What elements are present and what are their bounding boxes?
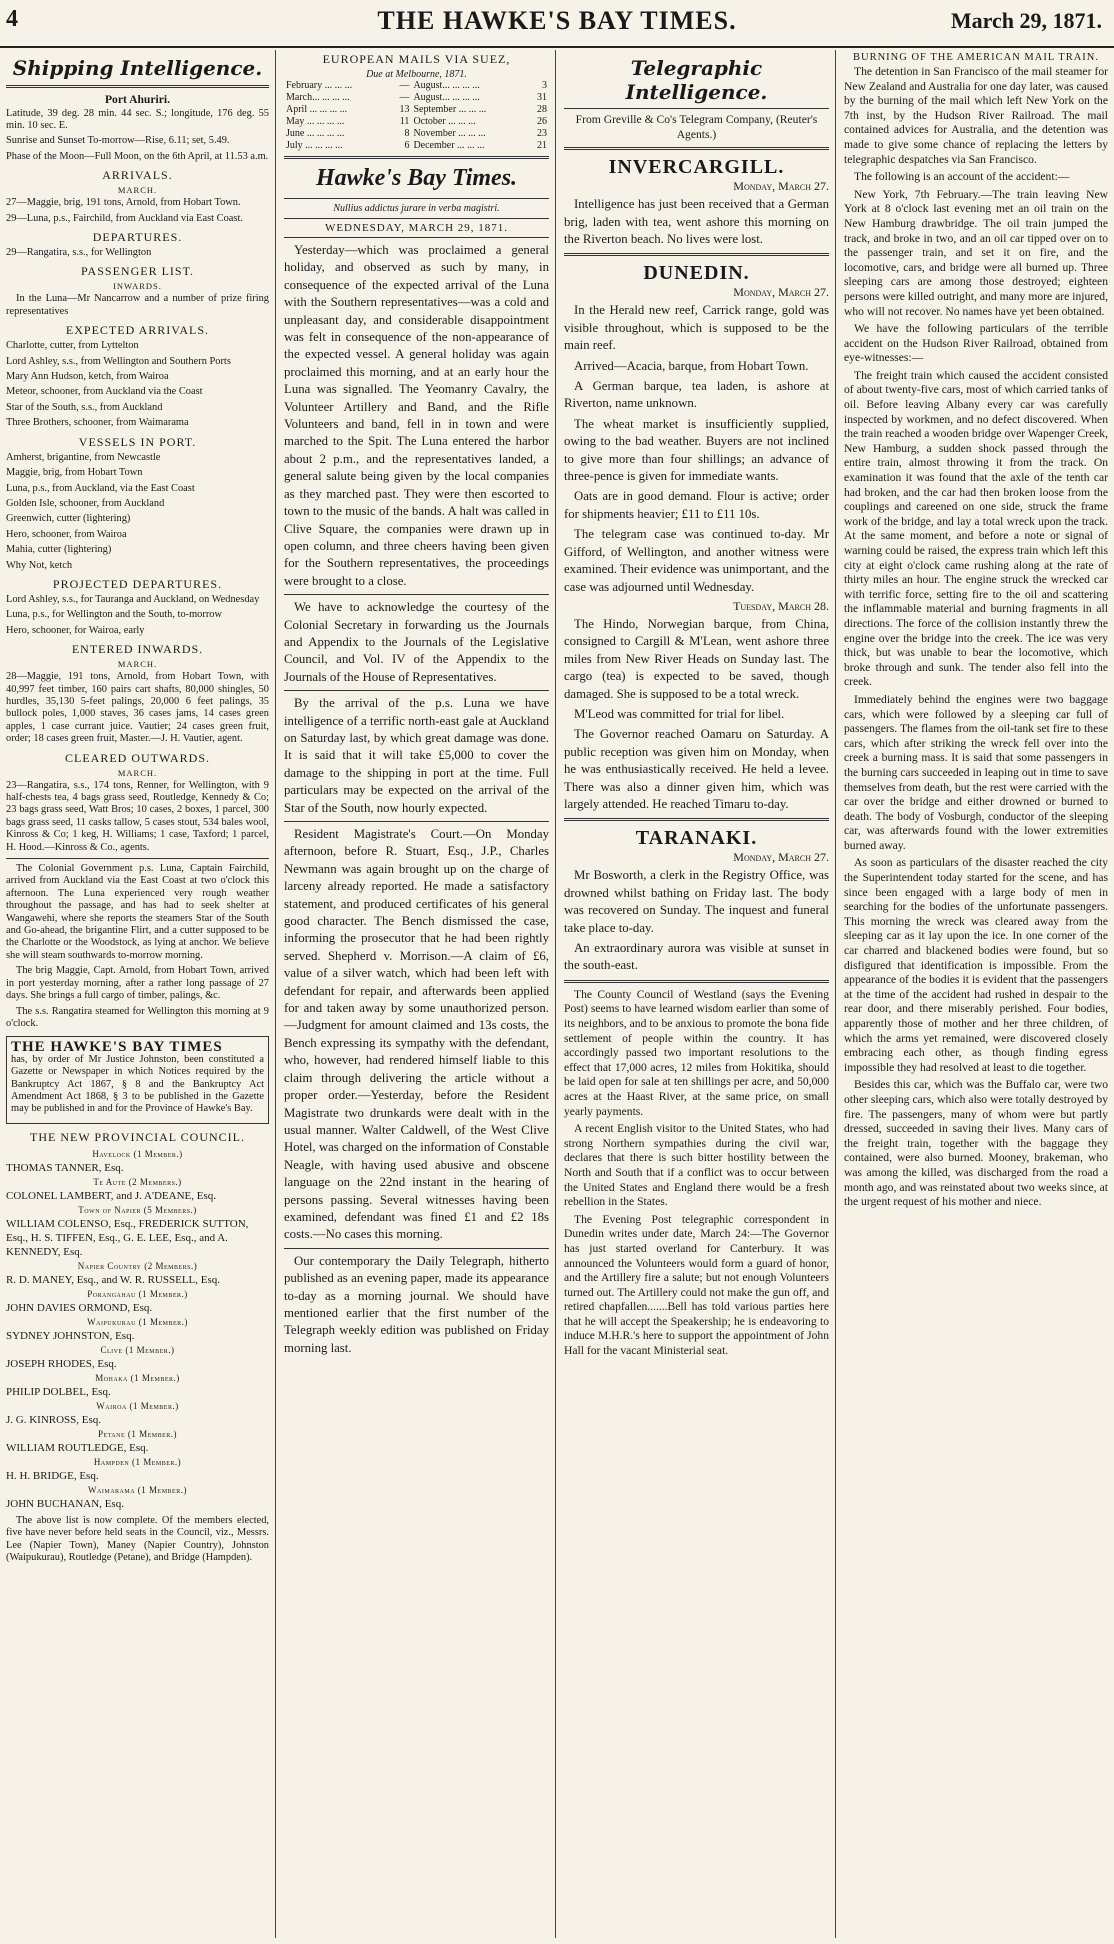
list-item: Greenwich, cutter (lightering) bbox=[6, 513, 131, 525]
telegram-paragraph: The telegram case was continued to-day. Mr Gifford, of Wellington, and another witness were examined. Their evidence was unimportant, and the case was adjourned until Wednesday. bbox=[564, 527, 829, 594]
expected-heading: EXPECTED ARRIVALS. bbox=[65, 323, 210, 338]
list-item: Hero, schooner, for Wairoa, early bbox=[6, 624, 145, 636]
mail-month: June ... ... ... ... bbox=[286, 128, 345, 139]
list-item: Star of the South, s.s., from Auckland bbox=[6, 401, 163, 413]
telegram-paragraph: The Hindo, Norwegian barque, from China, consigned to Cargill & M'Lean, went ashore three miles from New River Heads on Sunday last. The cargo (tea) is expected to be saved, though damaged. She is supposed to be a total wreck. bbox=[564, 616, 829, 701]
mail-day: 13 bbox=[399, 104, 410, 115]
council-list bbox=[6, 1147, 269, 1511]
cleared-text: 23—Rangatira, s.s., 174 tons, Renner, for Wellington, with 9 half-chests tea, 4 bags grass seed, Routledge, Kennedy & Co; 23 bags grass seed, Watt Bros; 10 cases, 2 boxes, 1 parcel, 300 bags grass seed, 11 casks tallow, 5 cases stout, 534 bales wool, Kinross & Co; 1 keg, H. Williams; 1 case, Taxford; 1 parcel, H. Hood.—Kinross & Co., agents. bbox=[6, 779, 269, 853]
column-mail-train bbox=[838, 50, 1114, 1938]
editorial-dateline: WEDNESDAY, MARCH 29, 1871. bbox=[284, 218, 549, 238]
passenger-sub: INWARDS. bbox=[113, 281, 162, 292]
newspaper-title: THE HAWKE'S BAY TIMES. bbox=[377, 6, 737, 35]
list-item: Why Not, ketch bbox=[6, 559, 73, 571]
member-names: COLONEL LAMBERT, and J. A'DEANE, Esq. bbox=[6, 1189, 216, 1202]
list-item: In the Luna—Mr Nancarrow and a number of prize firing representatives bbox=[6, 293, 269, 317]
list-item: Maggie, brig, from Hobart Town bbox=[6, 467, 143, 479]
mail-month: April ... ... ... ... bbox=[286, 104, 348, 115]
mails-sub: Due at Melbourne, 1871. bbox=[366, 69, 467, 80]
telegram-paragraph: In the Herald new reef, Carrick range, gold was visible throughout, which is supposed to be the main reef. bbox=[564, 303, 829, 353]
electorate-label: Waipukurau (1 Member.) bbox=[87, 1316, 188, 1327]
column-telegraphic bbox=[558, 50, 836, 1938]
list-item: 29—Luna, p.s., Fairchild, from Auckland via East Coast. bbox=[6, 212, 243, 224]
telegram-paragraph: Oats are in good demand. Flour is active; order for shipments heavier; £11 to £11 10s. bbox=[564, 489, 829, 521]
list-item: Amherst, brigantine, from Newcastle bbox=[6, 451, 161, 463]
gazette-notice bbox=[6, 1036, 269, 1123]
editorial-paragraph: Resident Magistrate's Court.—On Monday afternoon, before R. Stuart, Esq., J.P., Charles Newmann was again brought up on the charge of larceny already reported. He made a satisfactory statement, and produced certificates of his general good character. The Bench dismissed the case, informing the prosecutor that he had been rightly served. Shepherd v. Morrison.—A claim of £6, value of a silver watch, which had been left with defendant for repair, and afterwards been applied for and taken away by some unauthorized person.—Judgment for amount claimed and 13s costs, the Bench expressing its sympathy with the defendant, who, however, had rendered himself liable to this claim through delivering the article without a proper order.—Yesterday, before the Resident Magistrate two drunkards were dealt with in the usual manner. Walter Caldwell, of the West Clive Hotel, was charged on the information of Constable Neagle, with having used abusive and obscene language on the 22nd instant in the hearing of persons passing. Several witnesses having been examined, defendant was fined £1 and £2 18s costs.—No cases this morning. bbox=[284, 827, 549, 1242]
mail-day: 31 bbox=[537, 92, 547, 103]
telegram-paragraph: An extraordinary aurora was visible at sunset in the south-east. bbox=[564, 941, 829, 973]
projected-heading: PROJECTED DEPARTURES. bbox=[52, 576, 223, 591]
electorate-label: Clive (1 Member.) bbox=[100, 1344, 175, 1355]
divider bbox=[284, 690, 549, 691]
telegram-paragraph: M'Leod was committed for trial for libel. bbox=[574, 706, 785, 721]
telegraphic-heading: Telegraphic Intelligence. bbox=[625, 56, 768, 104]
shipping-note: The brig Maggie, Capt. Arnold, from Hobart Town, arrived in port yesterday morning, after a rather long passage of 27 days. She brings a full cargo of timber, palings, &c. bbox=[6, 965, 269, 1002]
member-names: JOHN BUCHANAN, Esq. bbox=[6, 1497, 124, 1510]
column-editorial bbox=[278, 50, 556, 1938]
mail-month: August... ... ... ... bbox=[413, 80, 480, 91]
mail-day: 6 bbox=[404, 140, 410, 151]
divider bbox=[284, 594, 549, 595]
member-names: PHILIP DOLBEL, Esq. bbox=[6, 1385, 111, 1398]
list-item: Three Brothers, schooner, from Waimarama bbox=[6, 417, 189, 429]
mail-day: 28 bbox=[537, 104, 547, 115]
mail-month: September ... ... ... bbox=[413, 104, 487, 115]
editorial-paragraph: Our contemporary the Daily Telegraph, hitherto published as an evening paper, made its appearance to-day as a morning journal. We should have mentioned earlier that the first number of the Telegraph weekly edition was published on Friday morning last. bbox=[284, 1253, 549, 1355]
electorate-label: Porangahau (1 Member.) bbox=[87, 1288, 188, 1299]
mails-table bbox=[284, 80, 549, 152]
mail-month: February ... ... ... bbox=[286, 80, 353, 91]
list-item: Luna, p.s., for Wellington and the South, to-morrow bbox=[6, 609, 222, 621]
article-paragraph: We have the following particulars of the terrible accident on the Hudson River Railroad, obtained from eye-witnesses:— bbox=[844, 322, 1108, 365]
shipping-note: The Colonial Government p.s. Luna, Captain Fairchild, arrived from Auckland via the East Coast at two o'clock this afternoon. The Luna experienced very rough weather throughout the passage, and has had to seek shelter at Wangawehi, where she reports the steamers Star of the South and Go-ahead, the brigantine Flirt, and a cutter supposed to be the Charlotte or the Woodstock, as lying at anchor. We believe she will steam southwards to-morrow morning. bbox=[6, 863, 269, 961]
editorial-paragraph: By the arrival of the p.s. Luna we have intelligence of a terrific north-east gale at Auckland on Saturday last, by which great damage was done. It is said that it will take £5,000 to cover the damage to the shipping in port at the time. Full particulars may be expected on the arrival of the Star of the South, now hourly expected. bbox=[284, 696, 549, 815]
gazette-title: THE HAWKE'S BAY TIMES bbox=[11, 1039, 223, 1056]
list-item: 27—Maggie, brig, 191 tons, Arnold, from Hobart Town. bbox=[6, 197, 241, 209]
shipping-intro bbox=[6, 108, 269, 164]
port-name: Port Ahuriri. bbox=[104, 93, 171, 106]
mail-month: August... ... ... ... bbox=[413, 92, 480, 103]
mail-day: — bbox=[399, 80, 410, 91]
telegram-paragraph: The Governor reached Oamaru on Saturday. A public reception was given him on Monday, when he was enthusiastically received. He held a levee. There was also a dinner given him, which was largely attended. He reached Timaru to-day. bbox=[564, 727, 829, 811]
shipping-note: The s.s. Rangatira steamed for Wellington this morning at 9 o'clock. bbox=[6, 1005, 269, 1029]
entered-month: MARCH. bbox=[117, 659, 158, 670]
page-number: 4 bbox=[6, 6, 18, 32]
arrivals-heading: ARRIVALS. bbox=[102, 168, 173, 183]
list-item: Hero, schooner, from Wairoa bbox=[6, 528, 127, 540]
article-paragraph: The following is an account of the accident:— bbox=[854, 170, 1070, 184]
list-item: Luna, p.s., from Auckland, via the East Coast bbox=[6, 482, 195, 494]
member-names: SYDNEY JOHNSTON, Esq. bbox=[6, 1329, 135, 1342]
member-names: R. D. MANEY, Esq., and W. R. RUSSELL, Esq. bbox=[6, 1273, 221, 1286]
table-row bbox=[284, 128, 549, 140]
divider bbox=[564, 980, 829, 983]
mail-month: May ... ... ... ... bbox=[286, 116, 345, 127]
table-row bbox=[284, 116, 549, 128]
article-paragraph: Besides this car, which was the Buffalo car, were two other sleeping cars, which also were totally destroyed by fire. The passengers, many of whom were but partly dressed, succeeded in saving their lives. Many cars of the freight train, together with the baggage they contained, were also burned. Mooney, brakeman, who was among the killed, was discharged from the road a month ago, and was reinstated about two weeks since, at the urgent request of his mother and niece. bbox=[844, 1078, 1108, 1209]
table-row bbox=[284, 104, 549, 116]
electorate-label: Havelock (1 Member.) bbox=[92, 1148, 183, 1159]
sun-line: Sunrise and Sunset To-morrow—Rise, 6.11; set, 5.49. bbox=[6, 135, 230, 147]
mail-day: 8 bbox=[404, 128, 410, 139]
divider bbox=[284, 1248, 549, 1249]
council-note: The above list is now complete. Of the members elected, five have never before held seats in the Council, viz., Messrs. Lee (Napier Town), Maney (Napier Country), Johnston (Waipukurau), Routledge (Petane), and Bridge (Hampden). bbox=[6, 1514, 269, 1563]
table-row bbox=[284, 80, 549, 92]
list-item: Charlotte, cutter, from Lyttelton bbox=[6, 340, 139, 352]
mail-day: 23 bbox=[537, 128, 547, 139]
telegram-paragraph: Mr Bosworth, a clerk in the Registry Office, was drowned whilst bathing on Friday last. The body was recovered on Sunday. The inquest and funeral take place to-day. bbox=[564, 868, 829, 935]
paper-motto: Nullius addictus jurare in verba magistri. bbox=[333, 203, 500, 214]
divider bbox=[6, 85, 269, 88]
mail-day: 26 bbox=[537, 116, 547, 127]
article-paragraph: Immediately behind the engines were two baggage cars, which were followed by a sleeping car full of passengers. The flames from the oil-tank set fire to these cars, which after striking the wreck fell over into the creek a burning mass. It is said that some passengers in the burning cars succeeded in leaping out in time to save themselves from death, but the rest were carried with the car over the bridge and either drowned or burned to death. The body of Vosburgh, conductor of the sleeping car, was afterwards found with the lower extremities burned away. bbox=[844, 692, 1108, 852]
editorial-paragraph: We have to acknowledge the courtesy of the Colonial Secretary in forwarding us the Journals and Appendix to the Journals of the Legislative Council, and Vol. IV of the Appendix to the Journals of the House of Representatives. bbox=[284, 600, 549, 684]
news-paragraph: A recent English visitor to the United States, who had strong Northern sympathies during the civil war, declares that there is such bitter hostility between the North and South that if a conflict was to occur between the United States and England there would be a fresh rebellion in the States. bbox=[564, 1122, 829, 1209]
vessels-heading: VESSELS IN PORT. bbox=[78, 434, 197, 449]
mails-heading: EUROPEAN MAILS VIA SUEZ, bbox=[322, 52, 511, 66]
list-item: Lord Ashley, s.s., for Tauranga and Auckland, on Wednesday bbox=[6, 593, 260, 605]
gazette-text: has, by order of Mr Justice Johnston, been constituted a Gazette or Newspaper in which Notices required by the Bankruptcy Act 1867, § 8 and the Bankruptcy Act Amendment Act 1868, § 3 to be published in the Gazette may be published in and for the Province of Hawke's Bay. bbox=[11, 1053, 264, 1115]
telegram-paragraph: Intelligence has just been received that a German brig, laden with tea, went ashore this morning on the Riverton beach. No lives were lost. bbox=[564, 197, 829, 246]
cleared-heading: CLEARED OUTWARDS. bbox=[65, 750, 210, 765]
mail-month: December ... ... ... bbox=[413, 140, 485, 151]
divider bbox=[564, 147, 829, 150]
member-names: JOSEPH RHODES, Esq. bbox=[6, 1357, 117, 1370]
electorate-label: Te Aute (2 Members.) bbox=[93, 1176, 182, 1187]
mail-month: March... ... ... ... bbox=[286, 92, 350, 103]
council-heading: THE NEW PROVINCIAL COUNCIL. bbox=[30, 1129, 245, 1144]
divider bbox=[564, 253, 829, 256]
member-names: JOHN DAVIES ORMOND, Esq. bbox=[6, 1301, 153, 1314]
list-item: Meteor, schooner, from Auckland via the Coast bbox=[6, 386, 203, 398]
member-names: H. H. BRIDGE, Esq. bbox=[6, 1469, 99, 1482]
electorate-label: Waimarama (1 Member.) bbox=[88, 1484, 187, 1495]
divider bbox=[284, 821, 549, 822]
mail-day: 21 bbox=[537, 140, 547, 151]
mail-day: 11 bbox=[399, 116, 410, 127]
dunedin-date: Monday, March 27. bbox=[733, 285, 829, 300]
entered-text: 28—Maggie, 191 tons, Arnold, from Hobart Town, with 40,997 feet timber, 160 pairs cart shafts, 80,000 shingles, 50 hurdles, 35,130 5-feet palings, 20,000 6 feet palings, 35 bullock poles, 1,000 staves, 36 cases jams, 14 cases green apples, 1 case currant juice. Vautier; 24 cases green fruit, order; 18 cases green fruit, Master.—J. H. Vautier, agent. bbox=[6, 671, 269, 745]
news-paragraph: The County Council of Westland (says the Evening Post) seems to have learned wisdom earlier than some of its neighbors, and to be anxious to promote the bona fide settlement of people within the country. It has accordingly passed two important resolutions to the effect that 17,000 acres, 12 miles from Hokitika, should be laid open for sale at ten shillings per acre, and 50,000 acres at the Haast River, at the same price, on small yearly payments. bbox=[564, 987, 829, 1118]
mail-train-heading: BURNING OF THE AMERICAN MAIL TRAIN. bbox=[853, 52, 1099, 63]
article-paragraph: As soon as particulars of the disaster reached the city the Superintendent today started for the scene, and has since been engaged with a large body of men in searching for the bodies of the unfortunate passengers. This morning the wreck was cleared away from the sleeping car as it lay upon the ice. In one corner of the car charred and blackened bodies were found, but so disfigured that identification is impossible. From the appearance of the bodies it is evident that the passengers at the time of the accident had rushed in despair to the rear door, and there miserably perished. Four bodies, apparently those of mother and her three children, of which the arms yet remained, were discovered closely embracing each other, as though finding egress impossible they had resolved at least to die together. bbox=[844, 856, 1108, 1074]
electorate-label: Mohaka (1 Member.) bbox=[95, 1372, 180, 1383]
paper-title: Hawke's Bay Times. bbox=[284, 156, 549, 199]
member-names: THOMAS TANNER, Esq. bbox=[6, 1161, 124, 1174]
mail-month: October ... ... ... bbox=[413, 116, 476, 127]
dunedin-date-2: Tuesday, March 28. bbox=[733, 598, 829, 613]
shipping-heading: Shipping Intelligence. bbox=[12, 56, 263, 80]
divider bbox=[564, 108, 829, 109]
telegram-paragraph: The wheat market is insufficiently supplied, owing to the bad weather. Buyers are not inclined to give more than four shillings; an advance of three-pence is given for immediate wants. bbox=[564, 416, 829, 484]
invercargill-heading: INVERCARGILL. bbox=[608, 156, 785, 179]
divider bbox=[6, 858, 269, 859]
electorate-label: Napier Country (2 Members.) bbox=[77, 1260, 198, 1271]
passenger-heading: PASSENGER LIST. bbox=[80, 264, 195, 279]
masthead bbox=[0, 0, 1114, 48]
departures-heading: DEPARTURES. bbox=[92, 230, 183, 245]
member-names: J. G. KINROSS, Esq. bbox=[6, 1413, 102, 1426]
electorate-label: Hampden (1 Member.) bbox=[93, 1456, 182, 1467]
electorate-label: Petane (1 Member.) bbox=[97, 1428, 178, 1439]
mail-month: November ... ... ... bbox=[413, 128, 486, 139]
table-row bbox=[284, 92, 549, 104]
list-item: 29—Rangatira, s.s., for Wellington bbox=[6, 247, 152, 259]
taranaki-date: Monday, March 27. bbox=[733, 850, 829, 865]
mail-day: 3 bbox=[542, 80, 547, 91]
article-paragraph: New York, 7th February.—The train leaving New York at 8 o'clock last evening met an oil train on the New Hamburg drawbridge. The oil train jumped the track, and broke in two, and an oil car tipped over on to the passenger train, and set it on fire, and the locomotive, cars, and bridge were all burned up. Three sleeping cars are among those destroyed; eighteen persons were killed outright, and many more are injured, who will not recover. No names have yet been obtained. bbox=[844, 187, 1108, 318]
electorate-label: Town of Napier (5 Members.) bbox=[78, 1204, 197, 1215]
table-row bbox=[284, 140, 549, 152]
article-paragraph: The freight train which caused the accident consisted of about twenty-five cars, most of which carried tanks of oil. Before leaving Albany every car was carefully inspected by workmen, and no defect discovered. When the train reached a wooden bridge over Wapenger Creek, New Hamburg, a sudden shock passed through the entire train, almost throwing it from the track. On examination it was found that the axle of the tenth car had broken, and the car had then broken loose from the couplings and careened on one side, struck the frame work of the bridge, and lay a total wreck upon the track. At the same moment, and before a note or signal of warning could be raised, the express train which left this city at eight o'clock came rushing along at the rate of thirty miles an hour. The engine struck the wrecked car with terrific force, setting fire to the oil and scattering the inflammable material and burning fragments in all directions. The force of the collision instantly threw the engine over the bridge into the creek. The ice was very thick, but was unable to bear the locomotive, which broke through and sunk. The tender also fell into the creek. bbox=[844, 368, 1108, 689]
divider bbox=[564, 818, 829, 821]
entered-heading: ENTERED INWARDS. bbox=[71, 642, 204, 657]
telegram-paragraph: Arrived—Acacia, barque, from Hobart Town. bbox=[574, 358, 809, 373]
editorial-paragraph: Yesterday—which was proclaimed a general holiday, and observed as such by many, in consequence of the expected arrival of the Luna with the Southern representatives—was a cold and unpleasant day, and considerable disappointment was felt in consequence of the non-appearance of the expected vessel. A general holiday was again proclaimed this morning, and at an early hour the Luna was signalled. The Yeomanry Cavalry, the Volunteer Artillery and Band, and the Rifle Volunteers and band, fell in in town and were marched to the Spit. The Luna entered the harbor about 2 p.m., and the representatives landed, a general salute being given by the local companies as they marched past. They were then escorted to town to the music of the bands. A halt was called in Clive Square, the companies were drawn up in open column, and three cheers having been given for the Southern representatives, the proceedings were brought to a close. bbox=[284, 243, 549, 588]
member-names: WILLIAM ROUTLEDGE, Esq. bbox=[6, 1441, 149, 1454]
arrivals-month: MARCH. bbox=[117, 185, 158, 196]
telegram-source: From Greville & Co's Telegram Company, (Reuter's Agents.) bbox=[575, 113, 818, 141]
mail-month: July ... ... ... ... bbox=[286, 140, 343, 151]
moon-line: Phase of the Moon—Full Moon, on the 6th April, at 11.53 a.m. bbox=[6, 150, 269, 162]
cleared-month: MARCH. bbox=[117, 767, 158, 778]
issue-date: March 29, 1871. bbox=[950, 8, 1102, 33]
list-item: Mary Ann Hudson, ketch, from Wairoa bbox=[6, 371, 169, 383]
latitude-line: Latitude, 39 deg. 28 min. 44 sec. S.; longitude, 176 deg. 55 min. 10 sec. E. bbox=[6, 107, 269, 131]
list-item: Golden Isle, schooner, from Auckland bbox=[6, 497, 165, 509]
mail-day: — bbox=[399, 92, 410, 103]
article-paragraph: The detention in San Francisco of the mail steamer for New Zealand and Australia for one day later, was caused by the burning of the mail which left New York on the 7th inst, by the Hudson River Railroad. The mail contained advices for Australia, and the detention was made to give some chance of replacing the letters by telegraphic despatches via San Francisco. bbox=[844, 65, 1108, 166]
dunedin-heading: DUNEDIN. bbox=[643, 262, 750, 285]
column-shipping bbox=[0, 50, 276, 1938]
member-names: WILLIAM COLENSO, Esq., FREDERICK SUTTON, Esq., H. S. TIFFEN, Esq., G. E. LEE, Esq., and A. KENNEDY, Esq. bbox=[6, 1217, 249, 1258]
news-paragraph: The Evening Post telegraphic correspondent in Dunedin writes under date, March 24:—The Governor has just started overland for Canterbury. It was announced the Volunteers would form a guard of honor, and the Artillery fire a salute; but not enough Volunteers turned out. The Artillery could not make the gun off, and retired chapfallen.......Bell has told various parties here that he will accept the Speakership; he is endeavoring to induce M.H.R.'s here to support the appointment of John Hall for the vacant Ministerial seat. bbox=[564, 1212, 829, 1358]
list-item: Lord Ashley, s.s., from Wellington and Southern Ports bbox=[6, 355, 231, 367]
list-item: Mahia, cutter (lightering) bbox=[6, 544, 112, 556]
telegram-paragraph: A German barque, tea laden, is ashore at Riverton, name unknown. bbox=[564, 379, 829, 411]
invercargill-date: Monday, March 27. bbox=[733, 179, 829, 194]
taranaki-heading: TARANAKI. bbox=[635, 827, 758, 850]
electorate-label: Wairoa (1 Member.) bbox=[96, 1400, 179, 1411]
